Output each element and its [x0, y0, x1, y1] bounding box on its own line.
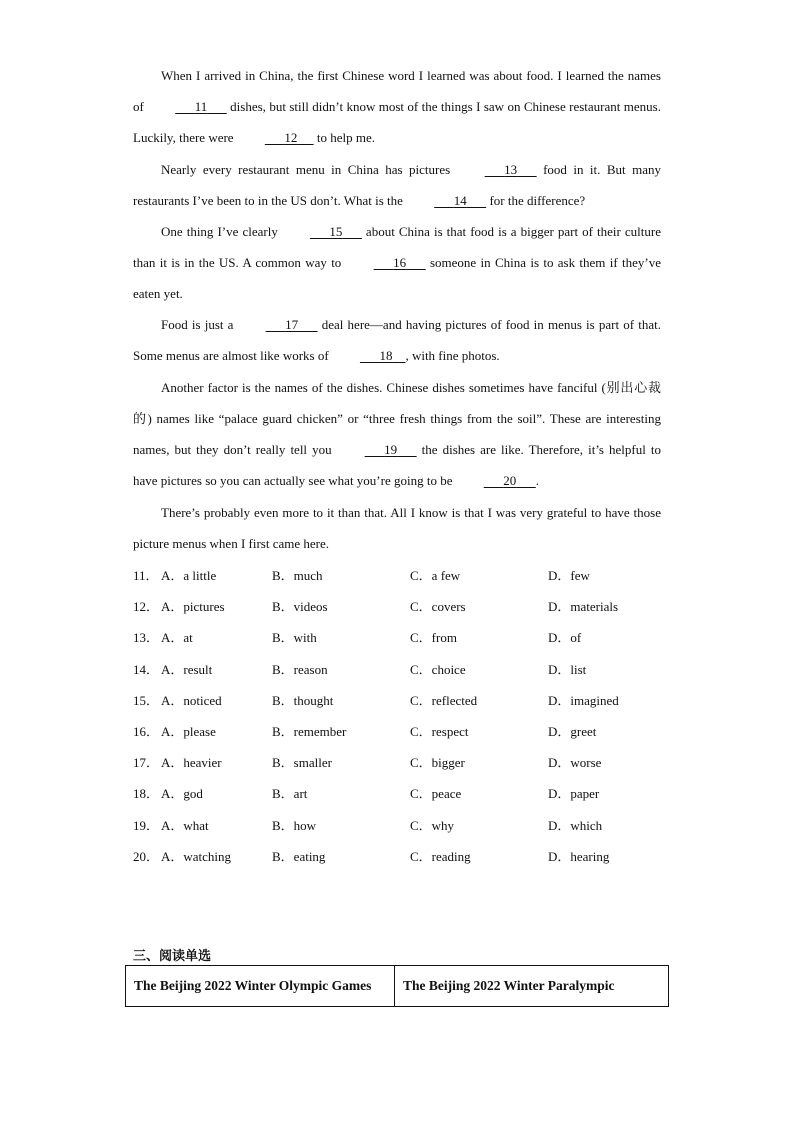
option-d: D．list: [548, 661, 587, 677]
option-row-16: [133, 716, 693, 747]
answer-options: [133, 560, 693, 872]
option-d: D．paper: [548, 786, 600, 802]
option-d: D．few: [548, 568, 590, 583]
option-d: D．imagined: [548, 692, 619, 708]
option-b: B．eating: [272, 848, 326, 864]
paragraph-6: There’s probably even more to it than that. All I know is that I was very grateful to have those picture menus when I first came here.: [133, 505, 661, 551]
text-segment: dishes, but still didn’t know most of the things I saw on Chinese restaurant menus. Luckily, there were: [133, 99, 661, 145]
option-row-20: [133, 841, 693, 872]
option-a: A．watching: [161, 848, 232, 864]
question-number: 12．: [133, 599, 160, 615]
option-a: A．what: [161, 817, 209, 833]
option-row-11: [133, 560, 693, 591]
question-number: 14．: [133, 661, 160, 677]
option-b: B．art: [272, 786, 308, 802]
option-d: D．of: [548, 630, 582, 646]
paragraph-3: [133, 216, 661, 309]
option-b: B．thought: [272, 692, 334, 708]
table-header-olympic: The Beijing 2022 Winter Olympic Games: [126, 966, 395, 1007]
text-segment: .: [535, 473, 539, 488]
blank-20: 20: [503, 473, 517, 488]
option-a: A．result: [161, 661, 213, 677]
option-row-19: [133, 810, 693, 841]
blank-18: 18: [379, 348, 393, 363]
blank-13: 13: [504, 162, 518, 177]
option-c: C．covers: [410, 599, 466, 615]
option-a: A．pictures: [161, 599, 225, 615]
option-row-14: [133, 654, 693, 685]
text-segment: , with fine photos.: [405, 348, 500, 363]
question-number: 15．: [133, 692, 160, 708]
option-a: A．heavier: [161, 755, 222, 771]
text-segment: Another factor is the names of the dishes. Chinese dishes sometimes have fanciful (别出心裁的) names like “palace guard chicken” or “three fresh things from the soil”. These are interesting names, but they don’t really tell you: [133, 380, 661, 457]
blank-19: 19: [384, 442, 398, 457]
blank-11: 11: [194, 99, 208, 114]
question-number: 16．: [133, 723, 160, 739]
option-d: D．which: [548, 817, 603, 833]
option-b: B．videos: [272, 599, 328, 615]
option-b: B．much: [272, 568, 323, 583]
question-number: 11．: [133, 568, 159, 583]
question-number: 19．: [133, 817, 160, 833]
question-number: 13．: [133, 630, 160, 646]
option-c: C．bigger: [410, 755, 465, 771]
text-segment: deal here—and having pictures of food in menus is part of that. Some menus are almost like works of: [133, 317, 661, 363]
option-d: D．materials: [548, 599, 619, 615]
option-row-12: [133, 591, 693, 622]
option-c: C．respect: [410, 723, 469, 739]
option-c: C．from: [410, 630, 457, 646]
option-d: D．worse: [548, 755, 602, 771]
option-row-13: [133, 622, 693, 653]
text-segment: One thing I’ve clearly: [161, 224, 282, 239]
paragraph-1: [133, 60, 661, 153]
text-segment: for the difference?: [486, 193, 586, 208]
blank-12: 12: [284, 130, 298, 145]
option-row-15: [133, 685, 693, 716]
option-c: C．choice: [410, 661, 466, 677]
option-d: D．hearing: [548, 848, 610, 864]
text-segment: about China is that food is a bigger part of their culture than it is in the US. A common way to: [133, 224, 661, 270]
text-segment: someone in China is to ask them if they’ve eaten yet.: [133, 255, 661, 301]
question-number: 18．: [133, 786, 160, 802]
option-d: D．greet: [548, 723, 597, 739]
option-c: C．why: [410, 817, 455, 833]
option-c: C．a few: [410, 568, 461, 583]
paragraph-4: [133, 309, 661, 371]
text-segment: to help me.: [313, 130, 375, 145]
blank-15: 15: [329, 224, 343, 239]
games-table: [125, 965, 669, 1007]
text-segment: Nearly every restaurant menu in China has pictures: [161, 162, 457, 177]
text-segment: food in it. But many restaurants I’ve been to in the US don’t. What is the: [133, 162, 661, 208]
option-a: A．at: [161, 630, 193, 646]
option-b: B．reason: [272, 661, 328, 677]
option-a: A．please: [161, 723, 216, 739]
option-a: A．a little: [161, 568, 217, 583]
paragraph-2: [133, 154, 661, 216]
text-segment: the dishes are like. Therefore, it’s helpful to have pictures so you can actually see what you’re going to be: [133, 442, 662, 488]
blank-14: 14: [453, 193, 467, 208]
text-segment: Food is just a: [161, 317, 238, 332]
question-number: 20．: [133, 848, 160, 864]
option-b: B．remember: [272, 723, 347, 739]
option-c: C．peace: [410, 786, 462, 802]
blank-17: 17: [285, 317, 299, 332]
section-heading: 三、阅读单选: [133, 949, 212, 964]
text-segment: When I arrived in China, the first Chinese word I learned was about food. I learned the names of: [133, 68, 661, 114]
option-row-18: [133, 778, 693, 809]
option-a: A．noticed: [161, 692, 222, 708]
option-row-17: [133, 747, 693, 778]
option-a: A．god: [161, 786, 203, 802]
paragraph-5: [133, 372, 661, 496]
option-c: C．reflected: [410, 692, 478, 708]
option-c: C．reading: [410, 848, 471, 864]
option-b: B．how: [272, 817, 317, 833]
option-b: B．with: [272, 630, 317, 646]
option-b: B．smaller: [272, 755, 332, 771]
table-row: [126, 966, 669, 1007]
blank-16: 16: [393, 255, 407, 270]
question-number: 17．: [133, 755, 160, 771]
table-header-paralympic: The Beijing 2022 Winter Paralympic: [395, 966, 669, 1007]
